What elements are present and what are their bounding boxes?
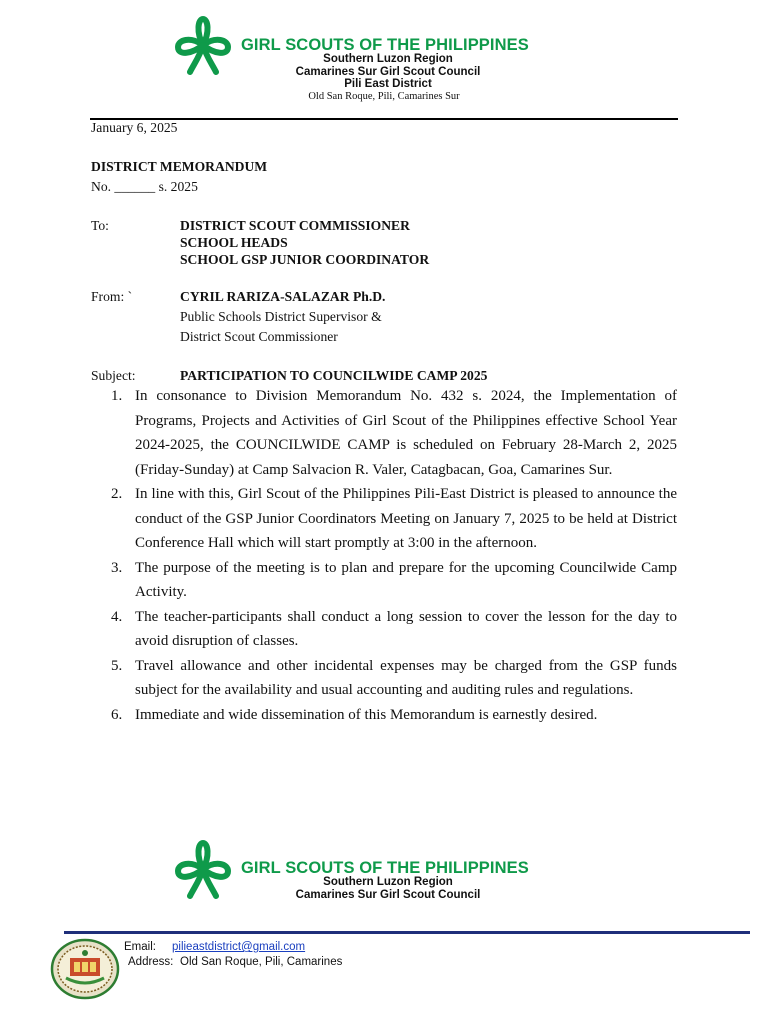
footer-org-name: GIRL SCOUTS OF THE PHILIPPINES [241, 859, 529, 877]
memo-number: No. ______ s. 2025 [91, 179, 198, 194]
list-item [111, 556, 677, 605]
from-title: District Scout Commissioner [180, 329, 338, 344]
subject-text: PARTICIPATION TO COUNCILWIDE CAMP 2025 [180, 368, 488, 383]
item-text: The teacher-participants shall conduct a long session to cover the lesson for the day to avoid disruption of classes. [135, 608, 677, 649]
list-item [111, 703, 677, 728]
list-item [111, 654, 677, 703]
item-text: Travel allowance and other incidental expenses may be charged from the GSP funds subject for the availability and usual accounting and auditing rules and regulations. [135, 657, 677, 698]
from-name: CYRIL RARIZA-SALAZAR Ph.D. [180, 289, 386, 304]
list-item [111, 605, 677, 654]
item-number: 2. [111, 486, 123, 502]
item-text: In line with this, Girl Scout of the Philippines Pili-East District is pleased to announce the conduct of the GSP Junior Coordinators Meeting on January 7, 2025 to be held at District Conference Hall which will start promptly at 3:00 in the afternoon. [135, 486, 677, 551]
item-text: Immediate and wide dissemination of this Memorandum is earnestly desired. [135, 706, 598, 723]
district-seal-icon [50, 938, 120, 1000]
to-recipient: DISTRICT SCOUT COMMISSIONER [180, 218, 410, 233]
header-rule [90, 118, 678, 120]
footer-email-link[interactable]: pilieastdistrict@gmail.com [172, 941, 306, 953]
trefoil-icon [172, 14, 234, 76]
item-number: 6. [111, 706, 123, 723]
list-item [111, 482, 677, 556]
header-council: Camarines Sur Girl Scout Council [295, 66, 481, 78]
to-recipient: SCHOOL GSP JUNIOR COORDINATOR [180, 252, 430, 267]
from-label: From: ` [91, 289, 133, 304]
header-region: Southern Luzon Region [323, 53, 453, 65]
from-title: Public Schools District Supervisor & [180, 309, 382, 324]
footer-council: Camarines Sur Girl Scout Council [295, 889, 481, 901]
item-number: 3. [111, 559, 123, 576]
footer-region: Southern Luzon Region [323, 876, 453, 888]
footer-rule [64, 931, 750, 934]
memo-items [111, 384, 677, 727]
item-text: The purpose of the meeting is to plan and prepare for the upcoming Councilwide Camp Activity. [135, 559, 677, 600]
trefoil-icon [172, 838, 234, 900]
subject-label: Subject: [91, 368, 136, 383]
memo-date: January 6, 2025 [91, 120, 178, 135]
item-number: 4. [111, 608, 123, 625]
list-item [111, 384, 677, 482]
header-district: Pili East District [344, 78, 432, 90]
item-text: In consonance to Division Memorandum No. 432 s. 2024, the Implementation of Programs, Projects and Activities of Girl Scout of the Philippines effective School Year 2024-2025, the COUNCILWIDE CAMP is scheduled on February 28-March 2, 2025 (Friday-Sunday) at Camp Salvacion R. Valer, Catagbacan, Goa, Camarines Sur. [135, 388, 677, 478]
footer-email-label: Email: [124, 941, 156, 953]
header-org-name: GIRL SCOUTS OF THE PHILIPPINES [241, 36, 529, 54]
footer-logo [172, 838, 234, 900]
item-number: 1. [111, 388, 123, 404]
district-seal [50, 938, 120, 1000]
footer-address-label: Address: [128, 956, 174, 968]
header-logo [172, 14, 234, 76]
memo-type: DISTRICT MEMORANDUM [91, 159, 268, 174]
footer-address: Old San Roque, Pili, Camarines [180, 956, 343, 968]
header-address: Old San Roque, Pili, Camarines Sur [308, 91, 460, 102]
to-label: To: [91, 218, 109, 233]
item-number: 5. [111, 657, 123, 674]
to-recipient: SCHOOL HEADS [180, 235, 288, 250]
